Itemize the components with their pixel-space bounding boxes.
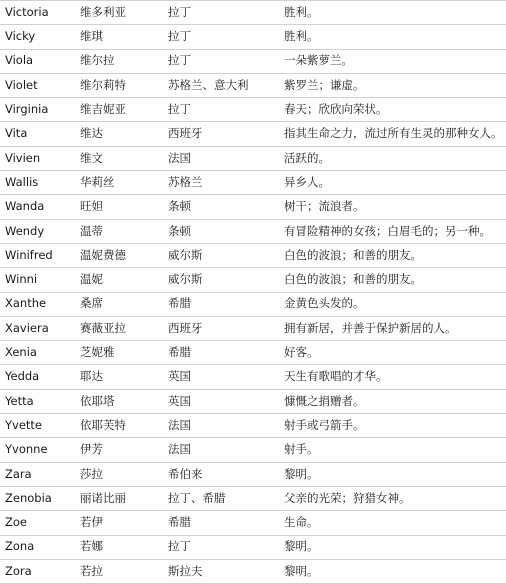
chinese-name-cell: 维琪: [75, 25, 163, 49]
table-row: [0, 462, 506, 486]
english-name-cell: Vivien: [0, 146, 75, 170]
origin-cell: 英国: [163, 389, 279, 413]
table-row: [0, 146, 506, 170]
chinese-name-cell: 温蒂: [75, 219, 163, 243]
chinese-name-cell: 赛薇亚拉: [75, 316, 163, 340]
table-row: [0, 1, 506, 25]
meaning-cell: 慷慨之捐赠者。: [279, 389, 506, 413]
meaning-cell: 黎明。: [279, 559, 506, 583]
english-name-cell: Wendy: [0, 219, 75, 243]
origin-cell: 拉丁、希腊: [163, 486, 279, 510]
table-row: [0, 292, 506, 316]
meaning-cell: 紫罗兰；谦虚。: [279, 73, 506, 97]
chinese-name-cell: 依耶芙特: [75, 414, 163, 438]
english-name-cell: Yetta: [0, 389, 75, 413]
origin-cell: 拉丁: [163, 535, 279, 559]
english-name-cell: Xenia: [0, 341, 75, 365]
origin-cell: 希腊: [163, 292, 279, 316]
table-row: [0, 511, 506, 535]
chinese-name-cell: 维达: [75, 122, 163, 146]
chinese-name-cell: 芝妮雅: [75, 341, 163, 365]
origin-cell: 西班牙: [163, 316, 279, 340]
origin-cell: 斯拉夫: [163, 559, 279, 583]
english-name-cell: Winni: [0, 268, 75, 292]
origin-cell: 苏格兰: [163, 171, 279, 195]
meaning-cell: 黎明。: [279, 535, 506, 559]
table-row: [0, 195, 506, 219]
names-table-body: [0, 1, 506, 584]
table-row: [0, 25, 506, 49]
chinese-name-cell: 维文: [75, 146, 163, 170]
meaning-cell: 父亲的光荣；狩猎女神。: [279, 486, 506, 510]
chinese-name-cell: 若娜: [75, 535, 163, 559]
origin-cell: 西班牙: [163, 122, 279, 146]
table-row: [0, 122, 506, 146]
english-name-cell: Violet: [0, 73, 75, 97]
english-name-cell: Xaviera: [0, 316, 75, 340]
chinese-name-cell: 桑席: [75, 292, 163, 316]
meaning-cell: 树干；流浪者。: [279, 195, 506, 219]
chinese-name-cell: 伊芳: [75, 438, 163, 462]
english-name-cell: Victoria: [0, 1, 75, 25]
chinese-name-cell: 旺妲: [75, 195, 163, 219]
meaning-cell: 白色的波浪；和善的朋友。: [279, 268, 506, 292]
meaning-cell: 金黄色头发的。: [279, 292, 506, 316]
table-row: [0, 316, 506, 340]
table-row: [0, 171, 506, 195]
meaning-cell: 黎明。: [279, 462, 506, 486]
origin-cell: 威尔斯: [163, 268, 279, 292]
chinese-name-cell: 丽诺比丽: [75, 486, 163, 510]
table-row: [0, 98, 506, 122]
chinese-name-cell: 温妮费德: [75, 243, 163, 267]
origin-cell: 法国: [163, 438, 279, 462]
chinese-name-cell: 维尔莉特: [75, 73, 163, 97]
english-name-cell: Vita: [0, 122, 75, 146]
meaning-cell: 春天；欣欣向荣状。: [279, 98, 506, 122]
meaning-cell: 一朵紫萝兰。: [279, 49, 506, 73]
meaning-cell: 指其生命之力，流过所有生灵的那种女人。: [279, 122, 506, 146]
origin-cell: 拉丁: [163, 25, 279, 49]
english-name-cell: Yvette: [0, 414, 75, 438]
english-name-cell: Zara: [0, 462, 75, 486]
meaning-cell: 射手。: [279, 438, 506, 462]
table-row: [0, 73, 506, 97]
origin-cell: 苏格兰、意大利: [163, 73, 279, 97]
english-name-cell: Yvonne: [0, 438, 75, 462]
table-row: [0, 438, 506, 462]
meaning-cell: 好客。: [279, 341, 506, 365]
origin-cell: 希腊: [163, 341, 279, 365]
table-row: [0, 389, 506, 413]
english-name-cell: Virginia: [0, 98, 75, 122]
origin-cell: 英国: [163, 365, 279, 389]
meaning-cell: 异乡人。: [279, 171, 506, 195]
table-row: [0, 219, 506, 243]
chinese-name-cell: 华莉丝: [75, 171, 163, 195]
origin-cell: 威尔斯: [163, 243, 279, 267]
meaning-cell: 有冒险精神的女孩；白眉毛的；另一种。: [279, 219, 506, 243]
meaning-cell: 拥有新居，并善于保护新居的人。: [279, 316, 506, 340]
english-name-cell: Zona: [0, 535, 75, 559]
english-name-cell: Winifred: [0, 243, 75, 267]
english-name-cell: Xanthe: [0, 292, 75, 316]
english-name-cell: Wanda: [0, 195, 75, 219]
origin-cell: 条顿: [163, 219, 279, 243]
origin-cell: 拉丁: [163, 98, 279, 122]
table-row: [0, 414, 506, 438]
origin-cell: 拉丁: [163, 49, 279, 73]
origin-cell: 法国: [163, 146, 279, 170]
table-row: [0, 268, 506, 292]
english-name-cell: Yedda: [0, 365, 75, 389]
english-name-cell: Vicky: [0, 25, 75, 49]
meaning-cell: 胜利。: [279, 25, 506, 49]
table-row: [0, 535, 506, 559]
english-name-cell: Viola: [0, 49, 75, 73]
table-row: [0, 486, 506, 510]
table-row: [0, 341, 506, 365]
chinese-name-cell: 维尔拉: [75, 49, 163, 73]
chinese-name-cell: 温妮: [75, 268, 163, 292]
chinese-name-cell: 维多利亚: [75, 1, 163, 25]
chinese-name-cell: 莎拉: [75, 462, 163, 486]
english-name-cell: Zora: [0, 559, 75, 583]
chinese-name-cell: 依耶塔: [75, 389, 163, 413]
english-name-cell: Zoe: [0, 511, 75, 535]
origin-cell: 法国: [163, 414, 279, 438]
chinese-name-cell: 若拉: [75, 559, 163, 583]
meaning-cell: 天生有歌唱的才华。: [279, 365, 506, 389]
table-row: [0, 559, 506, 583]
table-row: [0, 365, 506, 389]
chinese-name-cell: 耶达: [75, 365, 163, 389]
table-row: [0, 49, 506, 73]
english-name-cell: Zenobia: [0, 486, 75, 510]
origin-cell: 希伯来: [163, 462, 279, 486]
meaning-cell: 射手或弓箭手。: [279, 414, 506, 438]
chinese-name-cell: 维吉妮亚: [75, 98, 163, 122]
meaning-cell: 生命。: [279, 511, 506, 535]
table-row: [0, 243, 506, 267]
meaning-cell: 活跃的。: [279, 146, 506, 170]
english-name-cell: Wallis: [0, 171, 75, 195]
origin-cell: 希腊: [163, 511, 279, 535]
meaning-cell: 胜利。: [279, 1, 506, 25]
meaning-cell: 白色的波浪；和善的朋友。: [279, 243, 506, 267]
chinese-name-cell: 若伊: [75, 511, 163, 535]
origin-cell: 条顿: [163, 195, 279, 219]
origin-cell: 拉丁: [163, 1, 279, 25]
